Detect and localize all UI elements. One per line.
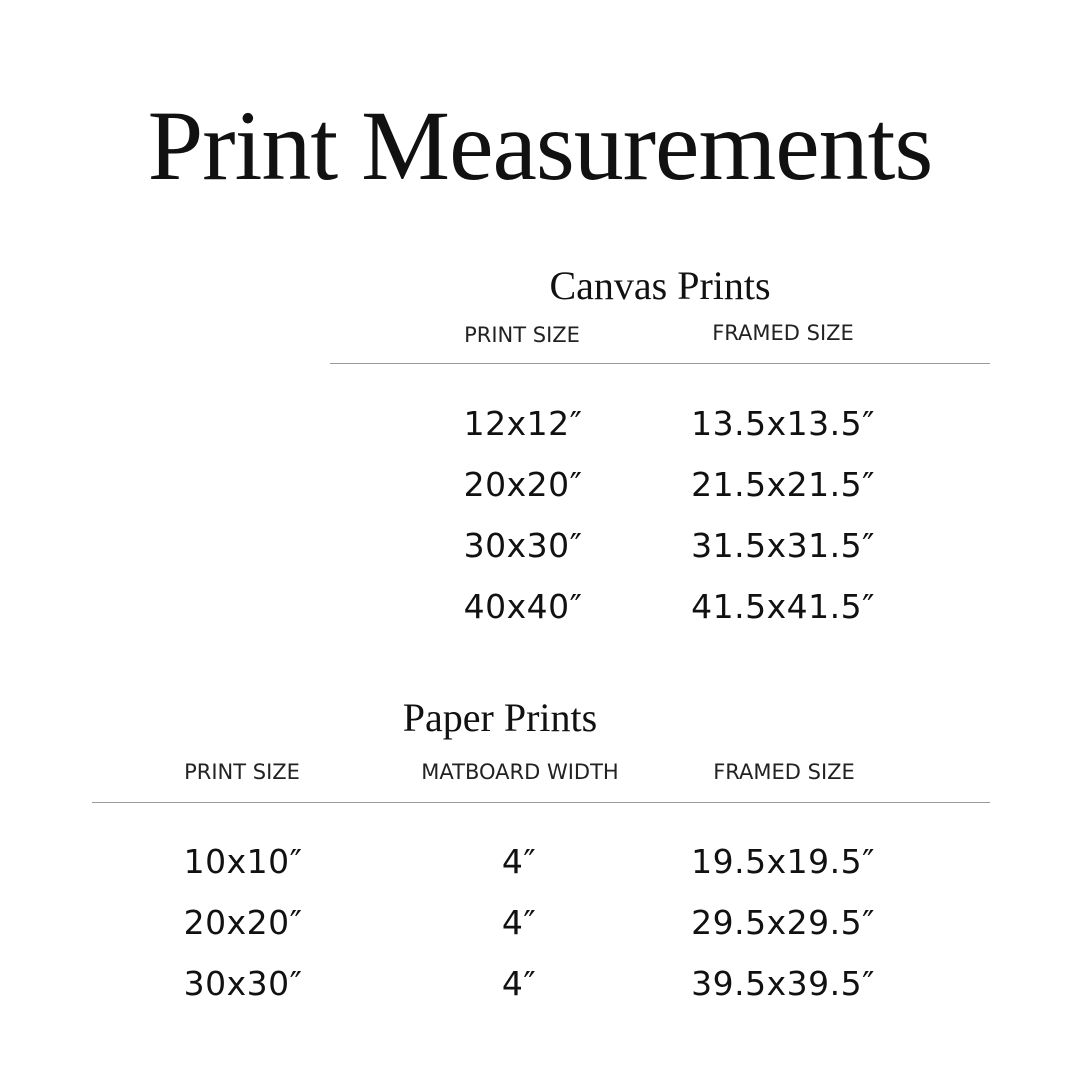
canvas-header-print-size: PRINT SIZE <box>464 323 580 347</box>
paper-framed-size-cell: 39.5x39.5″ <box>691 964 875 1003</box>
canvas-framed-size-cell: 41.5x41.5″ <box>691 587 875 626</box>
canvas-divider <box>330 363 990 364</box>
page-title: Print Measurements <box>147 90 933 201</box>
canvas-print-size-cell: 30x30″ <box>463 526 583 565</box>
paper-section-title: Paper Prints <box>402 695 598 740</box>
paper-divider <box>92 802 990 803</box>
paper-print-size-cell: 30x30″ <box>183 964 303 1003</box>
paper-framed-size-cell: 29.5x29.5″ <box>691 903 875 942</box>
paper-framed-size-cell: 19.5x19.5″ <box>691 842 875 881</box>
paper-matboard-width-cell: 4″ <box>501 964 537 1003</box>
canvas-print-size-cell: 12x12″ <box>463 404 583 443</box>
paper-header-print-size: PRINT SIZE <box>184 760 300 784</box>
canvas-print-size-cell: 20x20″ <box>463 465 583 504</box>
canvas-header-framed-size: FRAMED SIZE <box>712 321 854 345</box>
canvas-framed-size-cell: 21.5x21.5″ <box>691 465 875 504</box>
paper-print-size-cell: 10x10″ <box>183 842 303 881</box>
paper-print-size-cell: 20x20″ <box>183 903 303 942</box>
paper-matboard-width-cell: 4″ <box>501 903 537 942</box>
canvas-framed-size-cell: 31.5x31.5″ <box>691 526 875 565</box>
paper-matboard-width-cell: 4″ <box>501 842 537 881</box>
canvas-print-size-cell: 40x40″ <box>463 587 583 626</box>
paper-header-matboard-width: MATBOARD WIDTH <box>421 760 619 784</box>
canvas-section-title: Canvas Prints <box>549 263 771 308</box>
canvas-framed-size-cell: 13.5x13.5″ <box>691 404 875 443</box>
paper-header-framed-size: FRAMED SIZE <box>713 760 855 784</box>
